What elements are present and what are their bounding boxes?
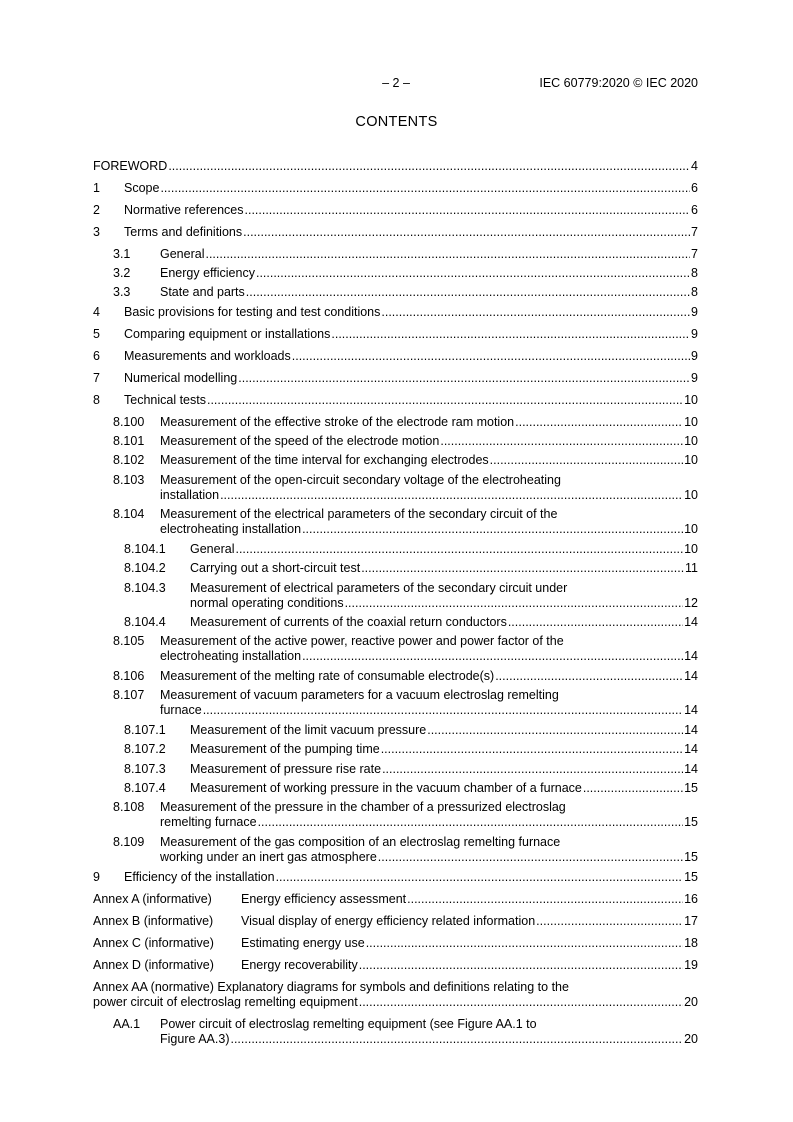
toc-entry-number: 8.107 bbox=[113, 688, 145, 702]
toc-entry[interactable] bbox=[93, 1017, 698, 1047]
toc-entry-number: 8.102 bbox=[113, 453, 145, 467]
toc-leader-dots bbox=[203, 703, 683, 718]
toc-entry-title: Measurement of electrical parameters of the secondary circuit under bbox=[190, 581, 568, 595]
toc-entry-number: 8.107.1 bbox=[124, 723, 166, 737]
toc-entry[interactable] bbox=[93, 615, 698, 630]
toc-leader-dots bbox=[515, 415, 683, 430]
toc-entry-number: 8.108 bbox=[113, 800, 145, 814]
toc-entry-title: Measurement of the melting rate of consumable electrode(s) bbox=[160, 669, 495, 683]
toc-entry-page: 12 bbox=[684, 596, 698, 610]
toc-leader-dots bbox=[366, 936, 683, 951]
toc-entry-number: 8.104 bbox=[113, 507, 145, 521]
toc-leader-dots bbox=[495, 669, 683, 684]
toc-entry-title: Measurement of pressure rise rate bbox=[190, 762, 382, 776]
toc-entry-title: installation bbox=[160, 488, 220, 502]
toc-entry-title: Measurement of the time interval for exchanging electrodes bbox=[160, 453, 489, 467]
toc-entry-page: 20 bbox=[684, 1032, 698, 1046]
toc-leader-dots bbox=[245, 203, 691, 218]
toc-entry-title: remelting furnace bbox=[160, 815, 257, 829]
toc-entry-page: 15 bbox=[684, 781, 698, 795]
toc-entry-page: 6 bbox=[691, 203, 698, 217]
toc-entry-title: General bbox=[190, 542, 235, 556]
toc-entry-title: Energy recoverability bbox=[241, 958, 358, 972]
toc-entry[interactable] bbox=[93, 181, 698, 196]
toc-entry-title: Scope bbox=[124, 181, 160, 195]
toc-entry-title: Numerical modelling bbox=[124, 371, 238, 385]
toc-entry-title: Terms and definitions bbox=[124, 225, 243, 239]
toc-leader-dots bbox=[345, 596, 684, 611]
toc-entry-page: 14 bbox=[684, 762, 698, 776]
toc-entry-title: normal operating conditions bbox=[190, 596, 344, 610]
toc-entry-title: working under an inert gas atmosphere bbox=[160, 850, 377, 864]
toc-entry[interactable] bbox=[93, 870, 698, 885]
toc-entry-number: 8 bbox=[93, 393, 100, 407]
toc-entry-title: FOREWORD bbox=[93, 159, 168, 173]
toc-entry[interactable] bbox=[93, 980, 698, 1010]
toc-entry-page: 8 bbox=[691, 266, 698, 280]
toc-entry[interactable] bbox=[93, 914, 698, 929]
toc-leader-dots bbox=[359, 995, 683, 1010]
toc-entry-number: Annex B (informative) bbox=[93, 914, 214, 928]
toc-entry[interactable] bbox=[93, 892, 698, 907]
toc-entry-page: 7 bbox=[691, 225, 698, 239]
toc-entry[interactable] bbox=[93, 371, 698, 386]
toc-leader-dots bbox=[490, 453, 683, 468]
toc-entry-page: 15 bbox=[684, 850, 698, 864]
toc-entry-number: 8.104.3 bbox=[124, 581, 166, 595]
toc-entry-title: Measurement of the speed of the electrode motion bbox=[160, 434, 440, 448]
toc-leader-dots bbox=[331, 327, 690, 342]
toc-leader-dots bbox=[378, 850, 683, 865]
toc-entry-title: power circuit of electroslag remelting equipment bbox=[93, 995, 358, 1009]
toc-entry[interactable] bbox=[93, 415, 698, 430]
toc-entry-number: 4 bbox=[93, 305, 100, 319]
toc-entry-page: 10 bbox=[684, 522, 698, 536]
toc-entry[interactable] bbox=[93, 327, 698, 342]
toc-entry-title: electroheating installation bbox=[160, 522, 302, 536]
toc-entry[interactable] bbox=[93, 507, 698, 537]
toc-entry-page: 15 bbox=[684, 870, 698, 884]
toc-entry-title: Energy efficiency bbox=[160, 266, 255, 280]
toc-entry[interactable] bbox=[93, 159, 698, 174]
toc-entry[interactable] bbox=[93, 247, 698, 262]
toc-leader-dots bbox=[246, 285, 690, 300]
toc-entry-title: Measurement of the pressure in the chamber of a pressurized electroslag bbox=[160, 800, 566, 814]
toc-entry-page: 4 bbox=[691, 159, 698, 173]
toc-entry-title: Measurement of currents of the coaxial return conductors bbox=[190, 615, 507, 629]
toc-entry-page: 11 bbox=[685, 561, 698, 575]
toc-entry-title: Measurement of the effective stroke of the electrode ram motion bbox=[160, 415, 515, 429]
toc-entry-title: Measurement of working pressure in the vacuum chamber of a furnace bbox=[190, 781, 582, 795]
toc-entry-title: furnace bbox=[160, 703, 202, 717]
toc-leader-dots bbox=[205, 247, 690, 262]
toc-entry-title: Measurement of vacuum parameters for a vacuum electroslag remelting bbox=[160, 688, 559, 702]
toc-leader-dots bbox=[235, 542, 683, 557]
toc-entry-page: 10 bbox=[684, 393, 698, 407]
toc-leader-dots bbox=[382, 762, 683, 777]
toc-entry-number: 8.104.1 bbox=[124, 542, 166, 556]
toc-leader-dots bbox=[361, 561, 684, 576]
toc-entry-number: 1 bbox=[93, 181, 100, 195]
toc-entry-title: Estimating energy use bbox=[241, 936, 365, 950]
toc-entry-page: 18 bbox=[684, 936, 698, 950]
toc-leader-dots bbox=[238, 371, 690, 386]
toc-entry-title: Measurement of the active power, reactive power and power factor of the bbox=[160, 634, 564, 648]
toc-entry[interactable] bbox=[93, 723, 698, 738]
toc-entry-number: 8.104.2 bbox=[124, 561, 166, 575]
toc-leader-dots bbox=[583, 781, 683, 796]
toc-leader-dots bbox=[381, 742, 683, 757]
toc-entry-page: 19 bbox=[684, 958, 698, 972]
toc-entry-title: Measurement of the electrical parameters of the secondary circuit of the bbox=[160, 507, 558, 521]
toc-entry-page: 16 bbox=[684, 892, 698, 906]
toc-entry[interactable] bbox=[93, 393, 698, 408]
toc-leader-dots bbox=[160, 181, 690, 196]
toc-entry-title: Measurement of the open-circuit secondary voltage of the electroheating bbox=[160, 473, 561, 487]
toc-entry[interactable] bbox=[93, 349, 698, 364]
toc-entry-title: Annex AA (normative) Explanatory diagrams for symbols and definitions relating to the bbox=[93, 980, 569, 994]
toc-leader-dots bbox=[256, 266, 690, 281]
toc-entry-title: Measurements and workloads bbox=[124, 349, 291, 363]
toc-entry-title: Measurement of the limit vacuum pressure bbox=[190, 723, 427, 737]
toc-entry-page: 7 bbox=[691, 247, 698, 261]
toc-leader-dots bbox=[292, 349, 690, 364]
toc-entry-number: 8.100 bbox=[113, 415, 145, 429]
toc-leader-dots bbox=[427, 723, 683, 738]
toc-entry-number: 3.3 bbox=[113, 285, 131, 299]
toc-entry-title: Measurement of the gas composition of an electroslag remelting furnace bbox=[160, 835, 561, 849]
toc-entry-page: 15 bbox=[684, 815, 698, 829]
toc-entry-title: Measurement of the pumping time bbox=[190, 742, 380, 756]
toc-entry-number: 3.1 bbox=[113, 247, 131, 261]
toc-entry[interactable] bbox=[93, 669, 698, 684]
toc-entry-number: Annex A (informative) bbox=[93, 892, 212, 906]
toc-leader-dots bbox=[207, 393, 683, 408]
toc-leader-dots bbox=[359, 958, 683, 973]
toc-entry[interactable] bbox=[93, 285, 698, 300]
toc-entry-number: 7 bbox=[93, 371, 100, 385]
toc-entry-number: 8.107.2 bbox=[124, 742, 166, 756]
toc-entry-number: 3 bbox=[93, 225, 100, 239]
toc-leader-dots bbox=[381, 305, 690, 320]
toc-entry-title: Figure AA.3) bbox=[160, 1032, 230, 1046]
toc-entry[interactable] bbox=[93, 936, 698, 951]
toc-entry-title: General bbox=[160, 247, 205, 261]
page-number: – 2 – bbox=[382, 76, 410, 90]
toc-entry-number: 2 bbox=[93, 203, 100, 217]
toc-entry[interactable] bbox=[93, 762, 698, 777]
toc-entry-number: AA.1 bbox=[113, 1017, 141, 1031]
toc-entry-page: 14 bbox=[684, 615, 698, 629]
toc-entry-title: Power circuit of electroslag remelting equipment (see Figure AA.1 to bbox=[160, 1017, 537, 1031]
toc-entry-number: Annex D (informative) bbox=[93, 958, 214, 972]
toc-entry-page: 14 bbox=[684, 703, 698, 717]
toc-entry-title: Visual display of energy efficiency related information bbox=[241, 914, 536, 928]
toc-entry-page: 17 bbox=[684, 914, 698, 928]
toc-entry-page: 6 bbox=[691, 181, 698, 195]
toc-entry-page: 14 bbox=[684, 649, 698, 663]
toc-entry-page: 10 bbox=[684, 488, 698, 502]
standard-reference: IEC 60779:2020 © IEC 2020 bbox=[539, 76, 698, 90]
toc-entry[interactable] bbox=[93, 203, 698, 218]
toc-entry-page: 10 bbox=[684, 542, 698, 556]
toc-leader-dots bbox=[536, 914, 683, 929]
toc-leader-dots bbox=[407, 892, 683, 907]
toc-entry-page: 9 bbox=[691, 327, 698, 341]
toc-entry-page: 10 bbox=[684, 415, 698, 429]
toc-entry[interactable] bbox=[93, 225, 698, 240]
toc-entry-number: 8.106 bbox=[113, 669, 145, 683]
toc-entry[interactable] bbox=[93, 781, 698, 796]
toc-leader-dots bbox=[276, 870, 684, 885]
toc-leader-dots bbox=[243, 225, 690, 240]
toc-entry-number: Annex C (informative) bbox=[93, 936, 214, 950]
toc-entry[interactable] bbox=[93, 800, 698, 830]
toc-entry-number: 8.105 bbox=[113, 634, 145, 648]
toc-entry-number: 6 bbox=[93, 349, 100, 363]
page-title: CONTENTS bbox=[355, 114, 438, 130]
toc-entry[interactable] bbox=[93, 542, 698, 557]
toc-entry-number: 8.107.4 bbox=[124, 781, 166, 795]
toc-leader-dots bbox=[302, 649, 683, 664]
toc-entry-title: Efficiency of the installation bbox=[124, 870, 275, 884]
toc-entry[interactable] bbox=[93, 634, 698, 664]
toc-entry-number: 8.107.3 bbox=[124, 762, 166, 776]
toc-entry[interactable] bbox=[93, 742, 698, 757]
toc-entry-title: Basic provisions for testing and test conditions bbox=[124, 305, 381, 319]
toc-entry[interactable] bbox=[93, 835, 698, 865]
toc-leader-dots bbox=[302, 522, 683, 537]
toc-entry[interactable] bbox=[93, 581, 698, 611]
toc-leader-dots bbox=[508, 615, 683, 630]
toc-entry-title: Energy efficiency assessment bbox=[241, 892, 407, 906]
toc-entry-page: 8 bbox=[691, 285, 698, 299]
toc-entry[interactable] bbox=[93, 473, 698, 503]
toc-entry-page: 14 bbox=[684, 669, 698, 683]
toc-entry[interactable] bbox=[93, 958, 698, 973]
toc-entry-page: 10 bbox=[684, 434, 698, 448]
toc-entry-title: Normative references bbox=[124, 203, 244, 217]
toc-entry-number: 9 bbox=[93, 870, 100, 884]
toc-entry[interactable] bbox=[93, 453, 698, 468]
toc-entry-number: 8.109 bbox=[113, 835, 145, 849]
toc-entry-number: 3.2 bbox=[113, 266, 131, 280]
toc-leader-dots bbox=[220, 488, 683, 503]
toc-entry-page: 20 bbox=[684, 995, 698, 1009]
toc-entry[interactable] bbox=[93, 561, 698, 576]
toc-entry-number: 8.103 bbox=[113, 473, 145, 487]
toc-entry-page: 9 bbox=[691, 349, 698, 363]
toc-entry-page: 14 bbox=[684, 742, 698, 756]
toc-leader-dots bbox=[168, 159, 690, 174]
toc-entry-title: State and parts bbox=[160, 285, 245, 299]
toc-leader-dots bbox=[440, 434, 683, 449]
toc-entry-title: Comparing equipment or installations bbox=[124, 327, 331, 341]
toc-entry-title: Technical tests bbox=[124, 393, 206, 407]
toc-entry-page: 14 bbox=[684, 723, 698, 737]
toc-entry-number: 8.101 bbox=[113, 434, 145, 448]
toc-entry[interactable] bbox=[93, 688, 698, 718]
toc-entry[interactable] bbox=[93, 266, 698, 281]
toc-leader-dots bbox=[230, 1032, 683, 1047]
toc-leader-dots bbox=[258, 815, 684, 830]
toc-entry-page: 9 bbox=[691, 371, 698, 385]
toc-entry-page: 9 bbox=[691, 305, 698, 319]
toc-entry[interactable] bbox=[93, 305, 698, 320]
toc-entry-title: electroheating installation bbox=[160, 649, 302, 663]
toc-entry-number: 5 bbox=[93, 327, 100, 341]
toc-entry[interactable] bbox=[93, 434, 698, 449]
toc-entry-title: Carrying out a short-circuit test bbox=[190, 561, 361, 575]
toc-entry-number: 8.104.4 bbox=[124, 615, 166, 629]
toc-entry-page: 10 bbox=[684, 453, 698, 467]
